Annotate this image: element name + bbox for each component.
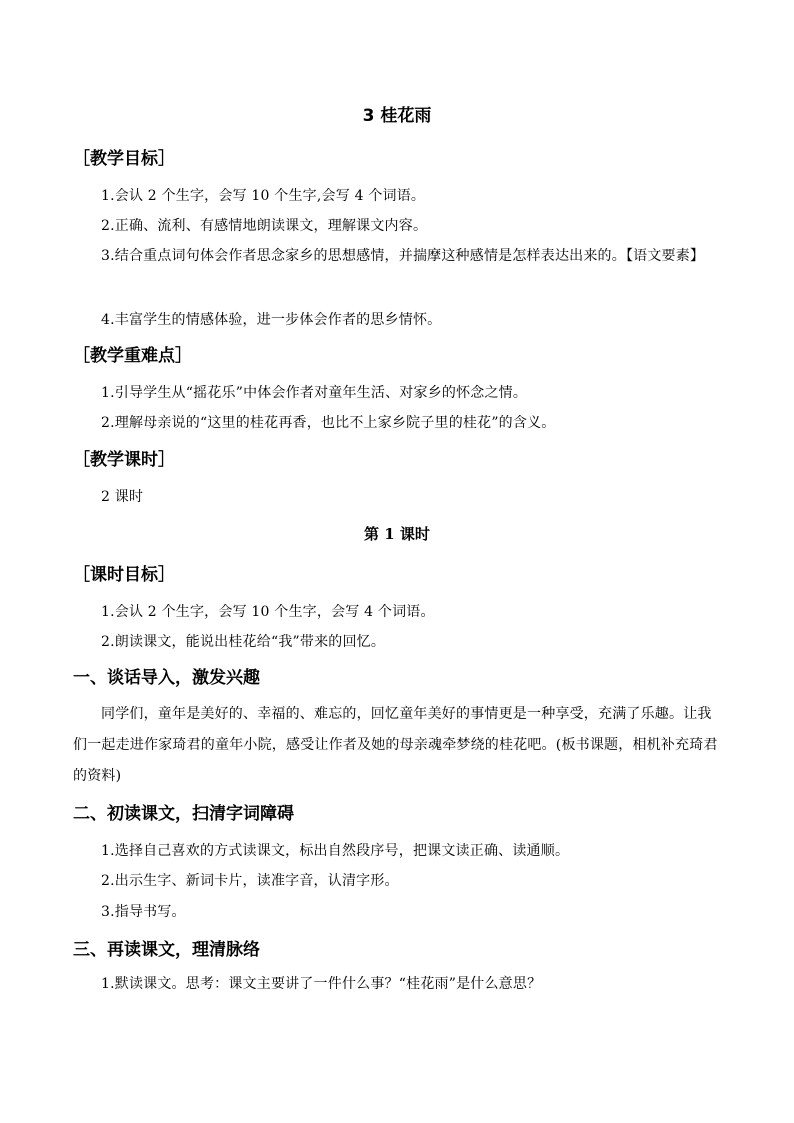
lesson-goal-item: 2.朗读课文，能说出桂花给“我”带来的回忆。 (101, 634, 386, 650)
teaching-goal-item: 2.正确、流利、有感情地朗读课文，理解课文内容。 (101, 218, 428, 234)
document-title: 3 桂花雨 (362, 106, 432, 126)
key-point-item: 1.引导学生从“摇花乐”中体会作者对童年生活、对家乡的怀念之情。 (101, 385, 528, 401)
part1-paragraph: 同学们，童年是美好的、幸福的、难忘的，回忆童年美好的事情更是一种享受，充满了乐趣。让我们一起走进作家琦君的童年小院，感受让作者及她的母亲魂牵梦绕的桂花吧。(板书课题，相机补充琦君的资料) (73, 706, 718, 784)
teaching-goals-heading: ［教学目标］ (73, 149, 175, 169)
teaching-goal-item: 4.丰富学生的情感体验，进一步体会作者的思乡情怀。 (101, 312, 442, 328)
lesson-goal-item: 1.会认 2 个生字，会写 10 个生字，会写 4 个词语。 (101, 604, 435, 620)
part2-item: 2.出示生字、新词卡片，读准字音，认清字形。 (101, 873, 399, 889)
lesson-title: 第 1 课时 (364, 525, 430, 543)
part2-heading: 二、初读课文，扫清字词障碍 (73, 804, 294, 824)
key-points-heading: ［教学重难点］ (73, 346, 192, 366)
part3-heading: 三、再读课文，理清脉络 (73, 940, 260, 960)
part2-item: 1.选择自己喜欢的方式读课文，标出自然段序号，把课文读正确、读通顺。 (101, 843, 570, 859)
part2-item: 3.指导书写。 (101, 904, 186, 920)
key-point-item: 2.理解母亲说的“这里的桂花再香，也比不上家乡院子里的桂花”的含义。 (101, 415, 556, 431)
teaching-hours-heading: ［教学课时］ (73, 450, 175, 470)
teaching-hours-text: 2 课时 (101, 489, 144, 505)
teaching-goal-item: 3.结合重点词句体会作者思念家乡的思想感情，并揣摩这种感情是怎样表达出来的。【语文要素】 (101, 248, 705, 264)
lesson-goals-heading: ［课时目标］ (73, 565, 175, 585)
part3-item: 1.默读课文。思考：课文主要讲了一件什么事？“桂花雨”是什么意思？ (101, 976, 542, 992)
teaching-goal-item: 1.会认 2 个生字，会写 10 个生字,会写 4 个词语。 (101, 188, 426, 204)
part1-heading: 一、谈话导入，激发兴趣 (73, 668, 260, 688)
